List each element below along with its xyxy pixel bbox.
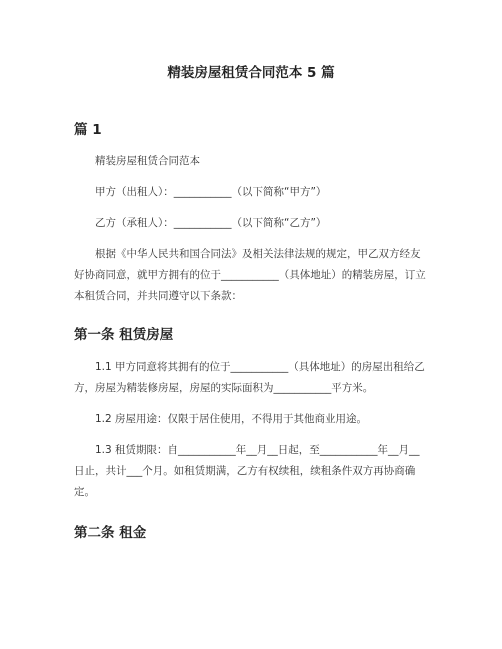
article-1-heading: 第一条 租赁房屋 (74, 327, 174, 343)
clause-1-1-paragraph: 1.1 甲方同意将其拥有的位于___________（具体地址）的房屋出租给乙方，房屋为精装修房屋，房屋的实际面积为___________平方米。 (74, 361, 425, 394)
document-title: 精装房屋租赁合同范本 5 篇 (167, 65, 335, 81)
article-2-heading: 第二条 租金 (74, 525, 147, 541)
clause-1-3-paragraph: 1.3 租赁期限：自___________年__月__日起，至___________年__月__日止，共计___个月。如租赁期满，乙方有权续租，续租条件双方再协商确定。 (74, 444, 420, 498)
part-heading: 篇 1 (74, 122, 102, 138)
preamble-paragraph: 根据《中华人民共和国合同法》及相关法律法规的规定，甲乙双方经友好协商同意，就甲方拥有的位于___________（具体地址）的精装房屋，订立本租赁合同，并共同遵守以下条款： (74, 248, 426, 302)
party-b-paragraph: 乙方（承租人）：___________（以下简称“乙方”） (95, 217, 327, 229)
clause-1-2-paragraph: 1.2 房屋用途：仅限于居住使用，不得用于其他商业用途。 (95, 413, 368, 425)
contract-name-paragraph: 精装房屋租赁合同范本 (95, 155, 200, 167)
party-a-paragraph: 甲方（出租人）：___________（以下简称“甲方”） (95, 186, 327, 198)
